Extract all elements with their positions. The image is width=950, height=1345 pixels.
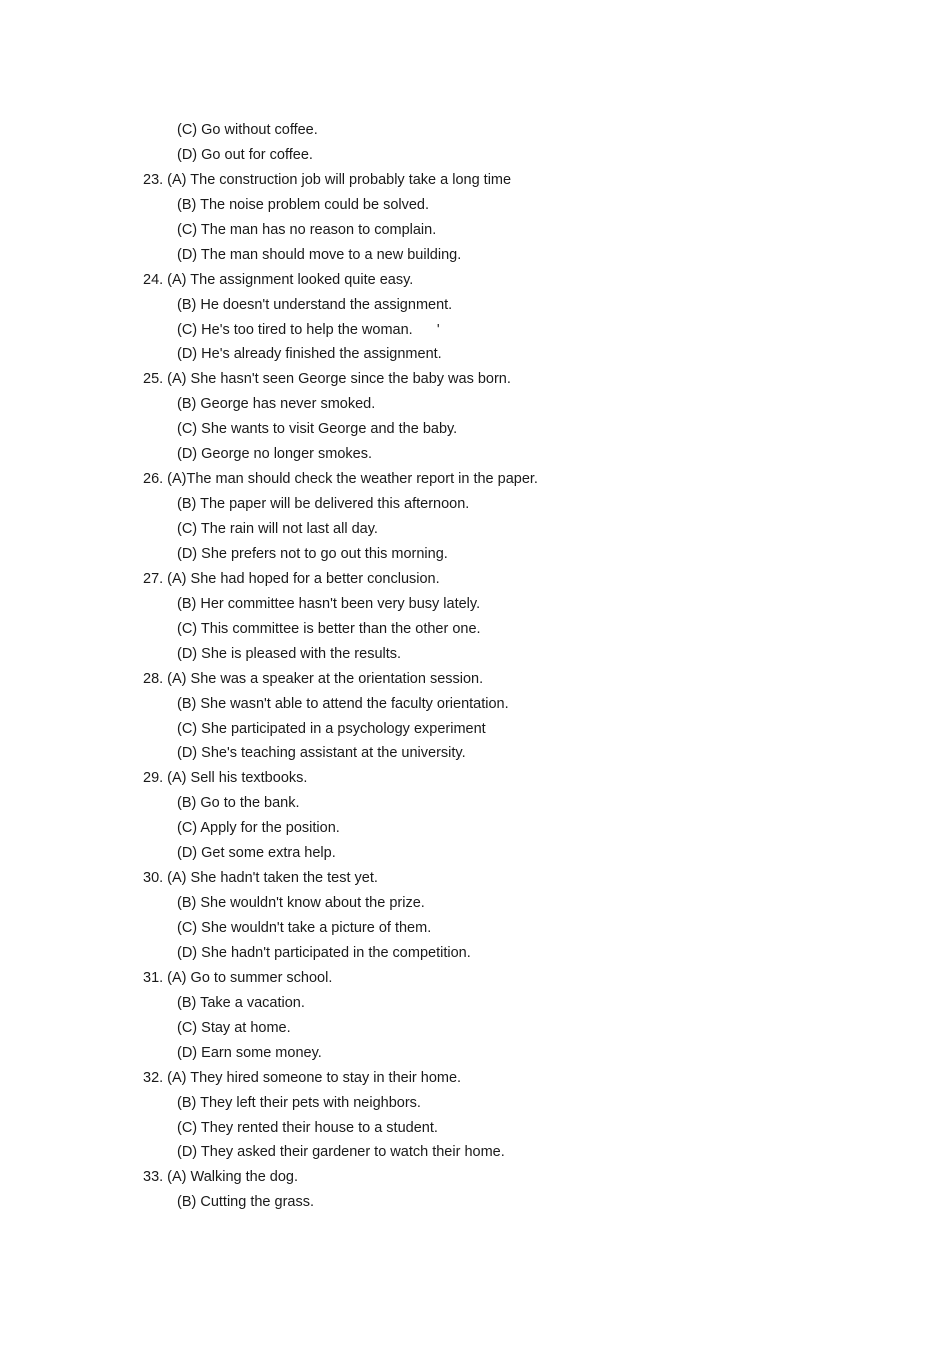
question-line: 33. (A) Walking the dog. xyxy=(143,1169,299,1186)
answer-option: (C) She wouldn't take a picture of them. xyxy=(177,920,432,936)
answer-option: (B) Go to the bank. xyxy=(177,795,300,812)
question-line: 27. (A) She had hoped for a better conclusion. xyxy=(143,570,440,587)
answer-option: (B) The noise problem could be solved. xyxy=(177,196,430,213)
answer-option: (D) Get some extra help. xyxy=(177,845,336,862)
answer-option: (B) Her committee hasn't been very busy lately. xyxy=(177,595,481,612)
answer-option: (B) She wasn't able to attend the faculty orientation. xyxy=(177,695,509,712)
answer-option: (B) Take a vacation. xyxy=(177,994,305,1011)
question-line: 23. (A) The construction job will probably take a long time xyxy=(143,171,512,188)
question-line: 30. (A) She hadn't taken the test yet. xyxy=(143,870,378,887)
answer-option: (C) The man has no reason to complain. xyxy=(177,221,437,238)
answer-option: (C) The rain will not last all day. xyxy=(177,521,378,537)
answer-option: (B) He doesn't understand the assignment. xyxy=(177,296,453,313)
answer-option: (D) Go out for coffee. xyxy=(177,146,313,163)
question-line: 29. (A) Sell his textbooks. xyxy=(143,770,308,787)
answer-option: (B) George has never smoked. xyxy=(177,396,376,413)
answer-option: (D) She's teaching assistant at the university. xyxy=(177,745,466,762)
answer-option: (C) He's too tired to help the woman. ' xyxy=(177,321,440,338)
question-line: 24. (A) The assignment looked quite easy. xyxy=(143,271,414,288)
answer-option: (B) The paper will be delivered this afternoon. xyxy=(177,496,470,513)
answer-option: (C) Apply for the position. xyxy=(177,820,340,837)
answer-option: (C) She participated in a psychology experiment xyxy=(177,720,486,737)
question-line: 25. (A) She hasn't seen George since the baby was born. xyxy=(143,371,511,388)
answer-option: (B) Cutting the grass. xyxy=(177,1194,314,1211)
answer-option: (D) He's already finished the assignment. xyxy=(177,346,442,363)
question-line: 32. (A) They hired someone to stay in their home. xyxy=(143,1069,462,1086)
question-line: 26. (A)The man should check the weather report in the paper. xyxy=(143,471,538,488)
question-line: 28. (A) She was a speaker at the orientation session. xyxy=(143,670,484,687)
answer-option: (D) She hadn't participated in the competition. xyxy=(177,944,471,961)
question-list xyxy=(0,118,950,1215)
answer-option: (D) Earn some money. xyxy=(177,1044,322,1061)
answer-option: (C) She wants to visit George and the baby. xyxy=(177,421,458,438)
answer-option: (D) George no longer smokes. xyxy=(177,446,373,463)
answer-option: (B) She wouldn't know about the prize. xyxy=(177,895,425,912)
answer-option: (D) She is pleased with the results. xyxy=(177,645,402,662)
answer-option: (D) She prefers not to go out this morning. xyxy=(177,545,448,562)
answer-option: (C) Go without coffee. xyxy=(177,122,318,138)
answer-option: (D) The man should move to a new building. xyxy=(177,246,462,263)
question-line: 31. (A) Go to summer school. xyxy=(143,969,333,986)
answer-option: (C) Stay at home. xyxy=(177,1019,291,1036)
answer-option: (B) They left their pets with neighbors. xyxy=(177,1094,421,1111)
answer-option: (D) They asked their gardener to watch their home. xyxy=(177,1144,505,1161)
answer-option: (C) They rented their house to a student. xyxy=(177,1119,438,1136)
answer-option: (C) This committee is better than the other one. xyxy=(177,620,481,637)
